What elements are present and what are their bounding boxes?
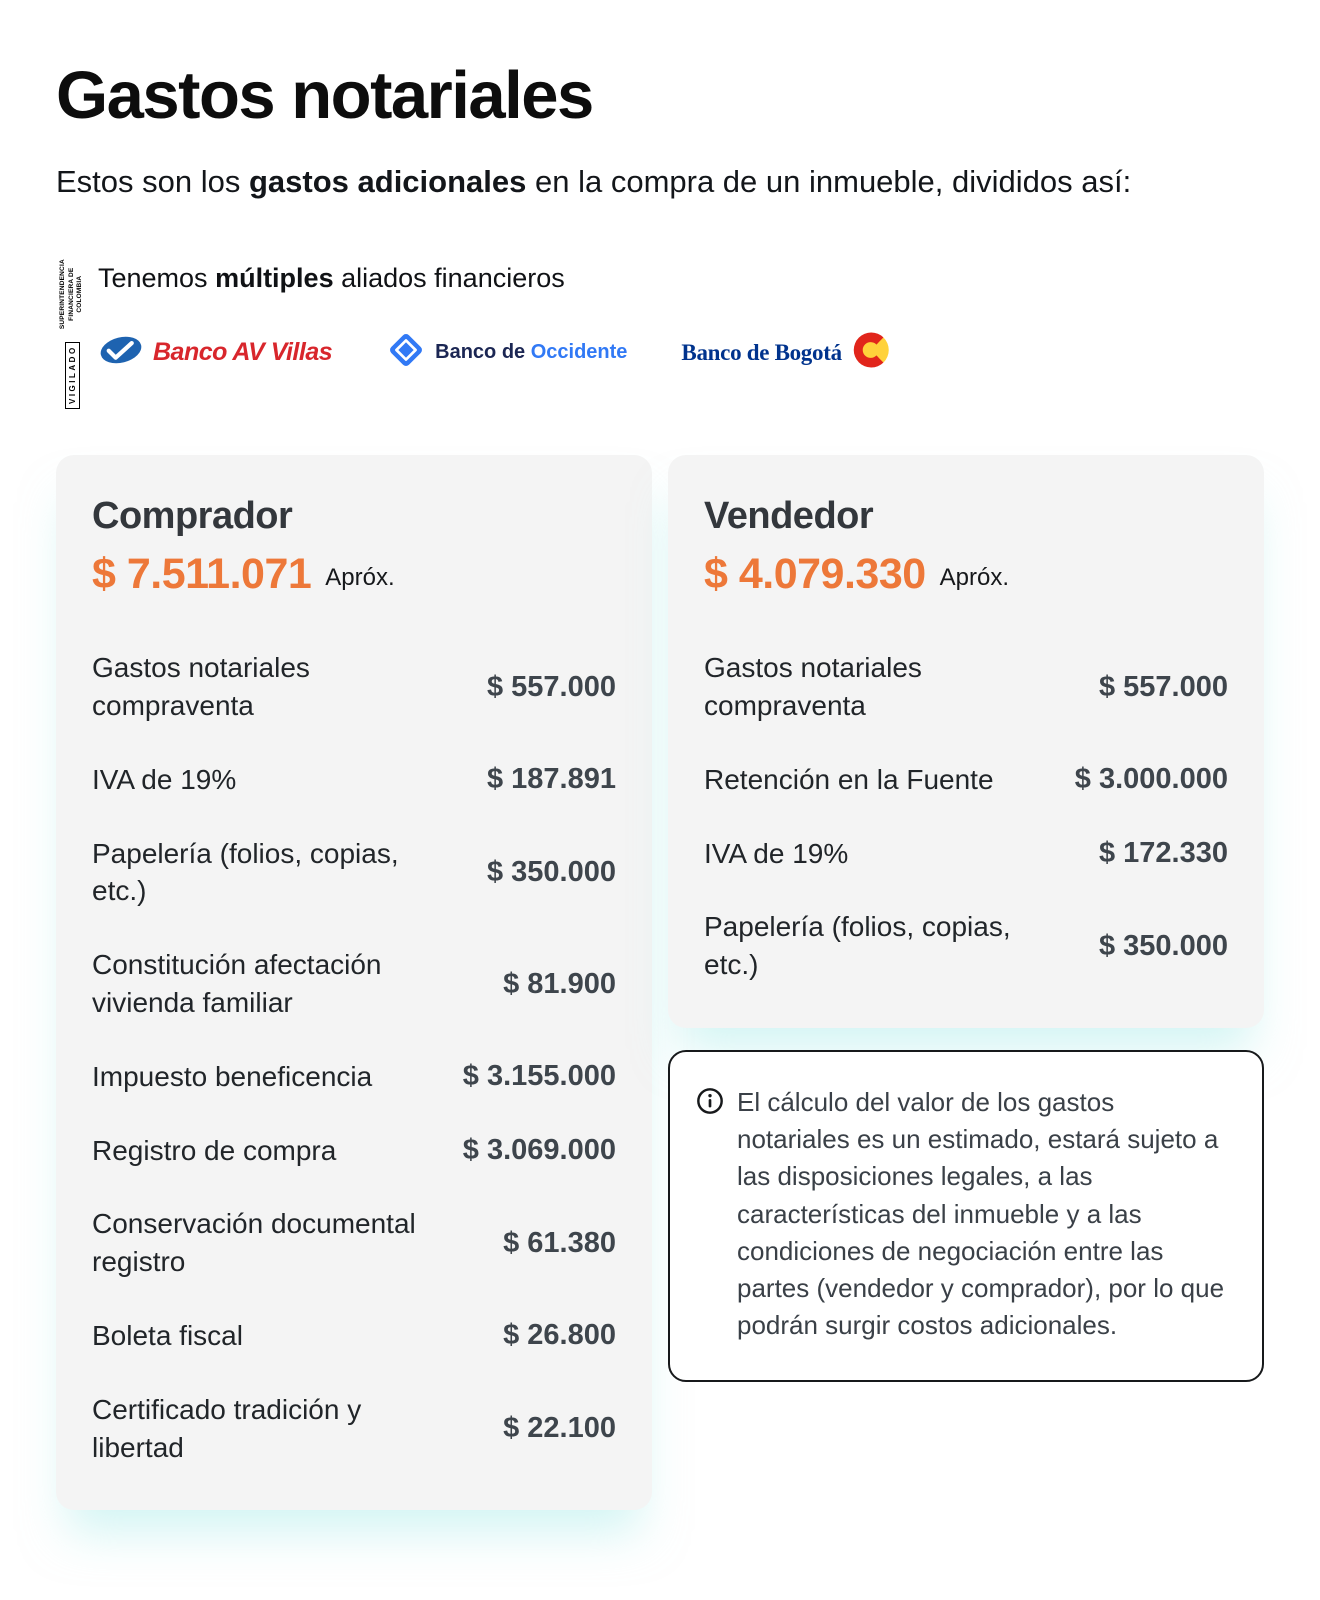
table-row <box>92 1058 616 1096</box>
row-value: $ 350.000 <box>1098 929 1228 962</box>
vendedor-approx-label: Apróx. <box>939 563 1010 591</box>
occidente-diamond-icon <box>386 330 426 375</box>
subtitle-prefix: Estos son los <box>56 164 249 200</box>
vendedor-card <box>668 455 1264 1028</box>
row-value: $ 3.069.000 <box>462 1134 616 1167</box>
row-label: IVA de 19% <box>92 763 237 795</box>
row-value: $ 81.900 <box>503 967 616 1000</box>
comprador-amount: $ 7.511.071 <box>92 550 312 599</box>
row-value: $ 3.155.000 <box>462 1060 616 1093</box>
allies-heading-prefix: Tenemos <box>98 263 216 294</box>
table-row <box>92 946 616 1022</box>
table-row <box>704 908 1228 984</box>
row-label: Gastos notariales compraventa <box>92 652 310 722</box>
bogota-wordmark: Banco de Bogotá <box>681 339 842 365</box>
table-row <box>92 1391 616 1467</box>
bogota-swirl-icon <box>851 330 891 375</box>
vigilado-rotated-text <box>54 251 90 409</box>
table-row <box>704 761 1228 799</box>
vendedor-rows <box>704 649 1228 984</box>
comprador-amount-row <box>92 550 616 599</box>
row-value: $ 61.380 <box>503 1226 616 1259</box>
vigilado-word: VIGILADO <box>65 343 80 410</box>
subtitle-suffix: en la compra de un inmueble, divididos así: <box>526 164 1132 200</box>
row-label: Registro de compra <box>92 1134 337 1166</box>
vigilado-seal <box>54 251 90 409</box>
comprador-column <box>56 455 652 1510</box>
banco-de-occidente-logo <box>386 330 627 375</box>
row-label: Impuesto beneficencia <box>92 1060 373 1092</box>
vendedor-amount-row <box>704 550 1228 599</box>
vigilado-entity: SUPERINTENDENCIA FINANCIERA DE COLOMBIA <box>58 259 84 330</box>
financial-allies-banner <box>56 247 1264 407</box>
row-value: $ 3.000.000 <box>1074 763 1228 796</box>
table-row <box>704 649 1228 725</box>
occidente-wordmark-dark: Banco de <box>435 341 531 364</box>
table-row <box>92 761 616 799</box>
table-row <box>704 835 1228 873</box>
disclaimer-text: El cálculo del valor de los gastos notariales es un estimado, estará sujeto a las disposiciones legales, a las características del inmueble y a las condiciones de negociación entre las partes (vendedor y comprador), por lo que podrán surgir costos adicionales. <box>737 1087 1225 1341</box>
vendedor-title: Vendedor <box>704 495 874 538</box>
occidente-wordmark-accent: Occidente <box>530 341 628 364</box>
comprador-rows <box>92 649 616 1466</box>
subtitle-bold: gastos adicionales <box>248 164 527 200</box>
bank-logos-row <box>98 330 1264 375</box>
row-value: $ 22.100 <box>503 1412 616 1445</box>
row-label: IVA de 19% <box>704 837 849 869</box>
row-value: $ 557.000 <box>1098 670 1228 703</box>
table-row <box>92 1205 616 1281</box>
row-label: Conservación documental registro <box>92 1208 416 1278</box>
table-row <box>92 1317 616 1355</box>
banco-av-villas-logo <box>98 333 332 372</box>
row-label: Constitución afectación vivienda familiar <box>92 949 382 1019</box>
table-row <box>92 835 616 911</box>
row-value: $ 172.330 <box>1098 837 1228 870</box>
allies-heading-bold: múltiples <box>215 263 334 294</box>
av-villas-ellipse-check-icon <box>98 333 144 372</box>
row-label: Boleta fiscal <box>92 1320 243 1352</box>
comprador-title: Comprador <box>92 495 293 538</box>
comprador-approx-label: Apróx. <box>325 563 395 591</box>
disclaimer-note <box>668 1050 1264 1382</box>
occidente-wordmark <box>435 341 627 364</box>
page-title: Gastos notariales <box>56 58 593 133</box>
av-villas-wordmark: Banco AV Villas <box>153 338 333 367</box>
table-row <box>92 1132 616 1170</box>
comprador-card <box>56 455 652 1510</box>
allies-heading <box>98 247 1264 294</box>
row-label: Retención en la Fuente <box>704 763 994 795</box>
row-value: $ 26.800 <box>503 1319 616 1352</box>
info-icon <box>696 1087 724 1344</box>
row-label: Papelería (folios, copias, etc.) <box>704 911 1011 981</box>
vendedor-amount: $ 4.079.330 <box>704 550 926 599</box>
banco-de-bogota-logo <box>681 330 890 375</box>
row-label: Papelería (folios, copias, etc.) <box>92 837 399 907</box>
page-subtitle <box>56 157 1196 207</box>
vendedor-column <box>668 455 1264 1382</box>
table-row <box>92 649 616 725</box>
row-label: Certificado tradición y libertad <box>92 1393 362 1463</box>
allies-heading-suffix: aliados financieros <box>333 263 565 294</box>
row-value: $ 350.000 <box>486 855 616 888</box>
row-label: Gastos notariales compraventa <box>704 652 922 722</box>
row-value: $ 557.000 <box>486 670 616 703</box>
cost-cards <box>56 455 1264 1510</box>
row-value: $ 187.891 <box>486 763 616 796</box>
